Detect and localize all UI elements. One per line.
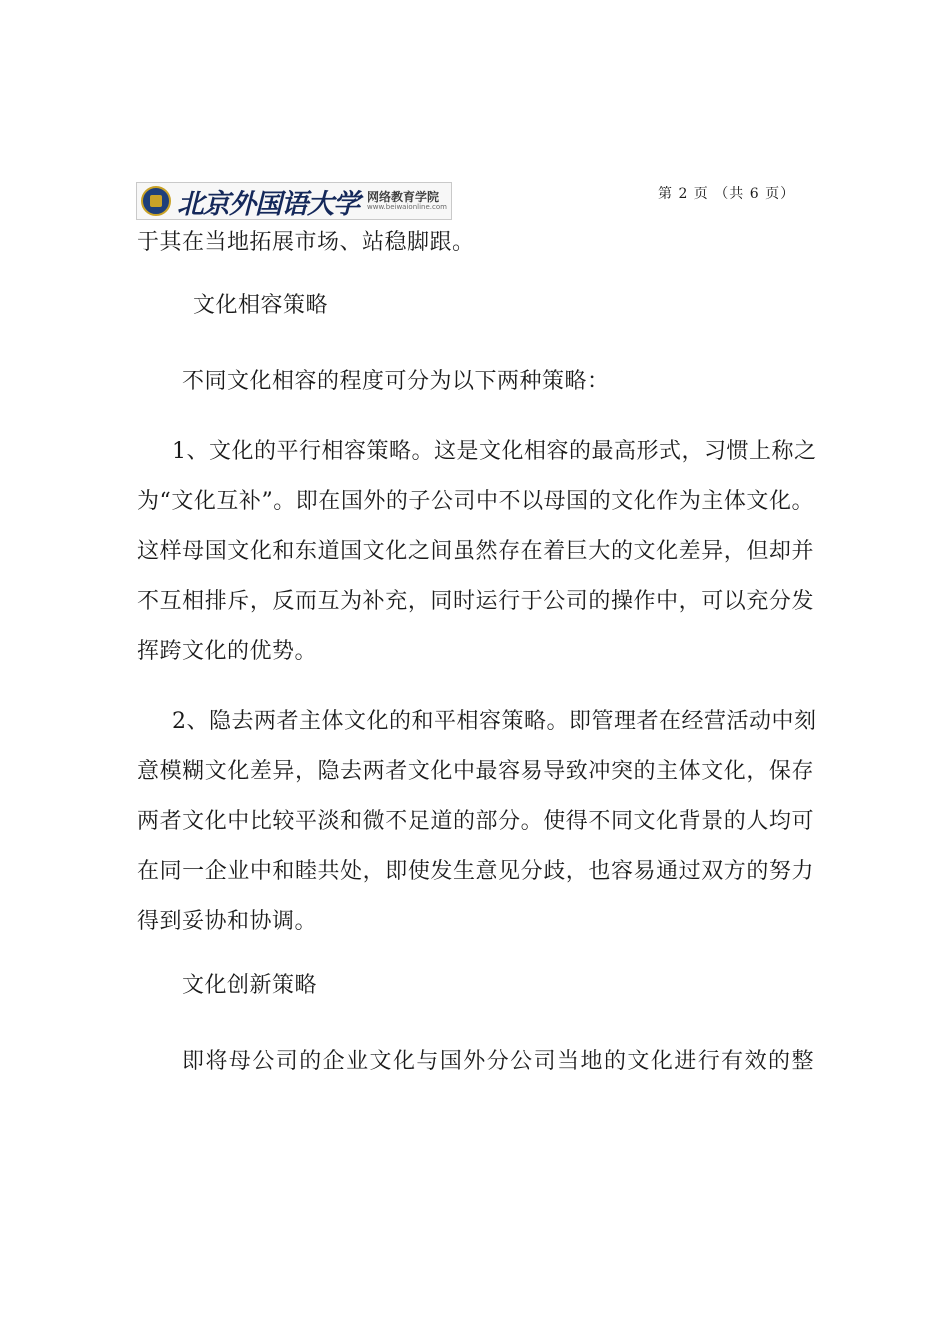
text-line: 挥跨文化的优势。	[137, 639, 318, 664]
text-line: 两者文化中比较平淡和微不足道的部分。使得不同文化背景的人均可	[137, 809, 814, 834]
section-heading: 文化相容策略	[193, 293, 329, 318]
logo-side	[367, 191, 447, 211]
logo-main-text: 北京外国语大学	[177, 188, 359, 220]
text-line: 为“文化互补”。即在国外的子公司中不以母国的文化作为主体文化。	[137, 489, 814, 514]
text-line: 不互相排斥，反而互为补充，同时运行于公司的操作中，可以充分发	[137, 589, 814, 614]
text-line: 不同文化相容的程度可分为以下两种策略：	[182, 369, 610, 394]
text-line: 于其在当地拓展市场、站稳脚跟。	[137, 230, 475, 255]
page-indicator: 第 2 页 （共 6 页）	[658, 186, 796, 202]
text-line: 得到妥协和协调。	[137, 909, 318, 934]
text-line: 2、隐去两者主体文化的和平相容策略。即管理者在经营活动中刻	[172, 709, 817, 734]
text-line: 在同一企业中和睦共处，即使发生意见分歧，也容易通过双方的努力	[137, 859, 814, 884]
section-heading: 文化创新策略	[182, 973, 318, 998]
logo-url: www.beiwaionline.com	[367, 202, 447, 211]
university-logo	[136, 182, 452, 220]
text-line: 即将母公司的企业文化与国外分公司当地的文化进行有效的整	[182, 1049, 814, 1074]
text-line: 这样母国文化和东道国文化之间虽然存在着巨大的文化差异，但却并	[137, 539, 814, 564]
university-seal-icon	[141, 186, 171, 216]
text-line: 意模糊文化差异，隐去两者文化中最容易导致冲突的主体文化，保存	[137, 759, 814, 784]
logo-subtitle: 网络教育学院	[367, 190, 440, 205]
text-line: 1、文化的平行相容策略。这是文化相容的最高形式，习惯上称之	[172, 439, 817, 464]
